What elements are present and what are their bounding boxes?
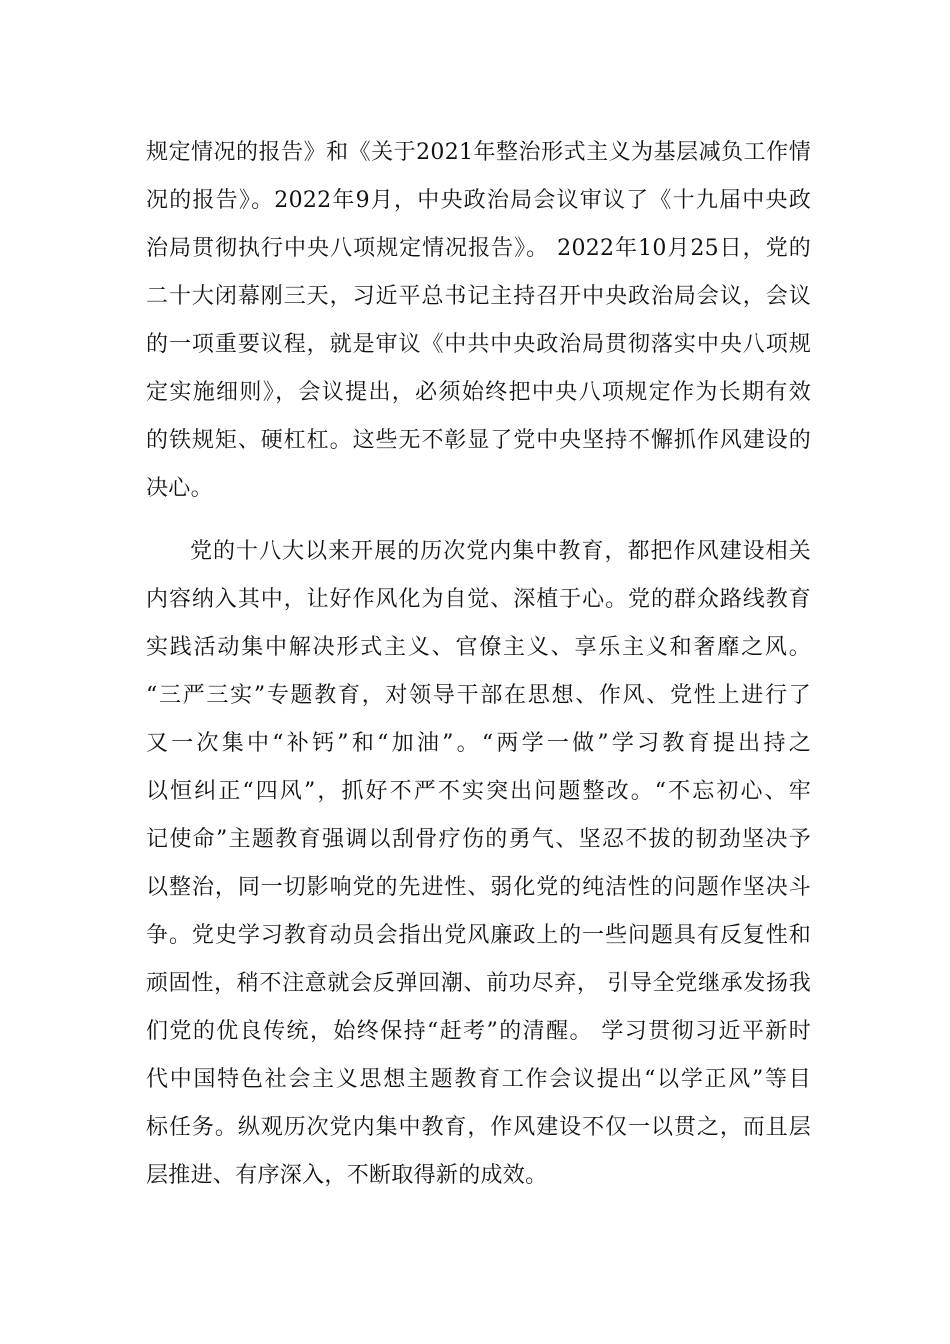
paragraph-1-line-8: 决心。: [146, 476, 213, 501]
paragraph-1-line-7: 的铁规矩、硬杠杠。这些无不彰显了党中央坚持不懈抓作风建设的: [146, 428, 811, 453]
paragraph-2-line-11: 们党的优良传统，始终保持“赶考”的清醒。 学习贯彻习近平新时: [146, 1019, 811, 1044]
paragraph-2-line-10: 顽固性，稍不注意就会反弹回潮、前功尽弃， 引导全党继承发扬我: [146, 971, 811, 996]
paragraph-2-line-5: 又一次集中“补钙”和“加油”。“两学一做”学习教育提出持之: [146, 731, 811, 756]
paragraph-2-line-2: 内容纳入其中，让好作风化为自觉、深植于心。党的群众路线教育: [146, 587, 811, 612]
paragraph-1-line-6: 定实施细则》，会议提出，必须始终把中央八项规定作为长期有效: [146, 380, 811, 405]
paragraph-1-line-3: 治局贯彻执行中央八项规定情况报告》。 2022年10月25日，党的: [146, 236, 811, 261]
paragraph-1-line-2: 况的报告》。2022年9月，中央政治局会议审议了《十九届中央政: [146, 188, 811, 213]
paragraph-1-line-5: 的一项重要议程，就是审议《中共中央政治局贯彻落实中央八项规: [146, 332, 811, 357]
paragraph-1-line-1: 规定情况的报告》和《关于2021年整治形式主义为基层减负工作情: [146, 140, 811, 165]
paragraph-2-line-9: 争。党史学习教育动员会指出党风廉政上的一些问题具有反复性和: [146, 923, 811, 948]
paragraph-2-line-6: 以恒纠正“四风”，抓好不严不实突出问题整改。“不忘初心、牢: [146, 779, 811, 804]
paragraph-2-line-3: 实践活动集中解决形式主义、官僚主义、享乐主义和奢靡之风。: [146, 635, 811, 660]
paragraph-2-line-13: 标任务。纵观历次党内集中教育，作风建设不仅一以贯之，而且层: [146, 1115, 811, 1140]
paragraph-2-line-4: “三严三实”专题教育，对领导干部在思想、作风、党性上进行了: [146, 683, 811, 708]
paragraph-2-line-1: 党的十八大以来开展的历次党内集中教育，都把作风建设相关: [190, 539, 811, 564]
body-text: [146, 0, 811, 1344]
paragraph-2-line-14: 层推进、有序深入，不断取得新的成效。: [146, 1163, 548, 1188]
paragraph-2-line-7: 记使命”主题教育强调以刮骨疗伤的勇气、坚忍不拔的韧劲坚决予: [146, 827, 811, 852]
paragraph-2-line-12: 代中国特色社会主义思想主题教育工作会议提出“以学正风”等目: [146, 1067, 811, 1092]
paragraph-2-line-8: 以整治，同一切影响党的先进性、弱化党的纯洁性的问题作坚决斗: [146, 875, 811, 900]
paragraph-1-line-4: 二十大闭幕刚三天，习近平总书记主持召开中央政治局会议，会议: [146, 284, 811, 309]
